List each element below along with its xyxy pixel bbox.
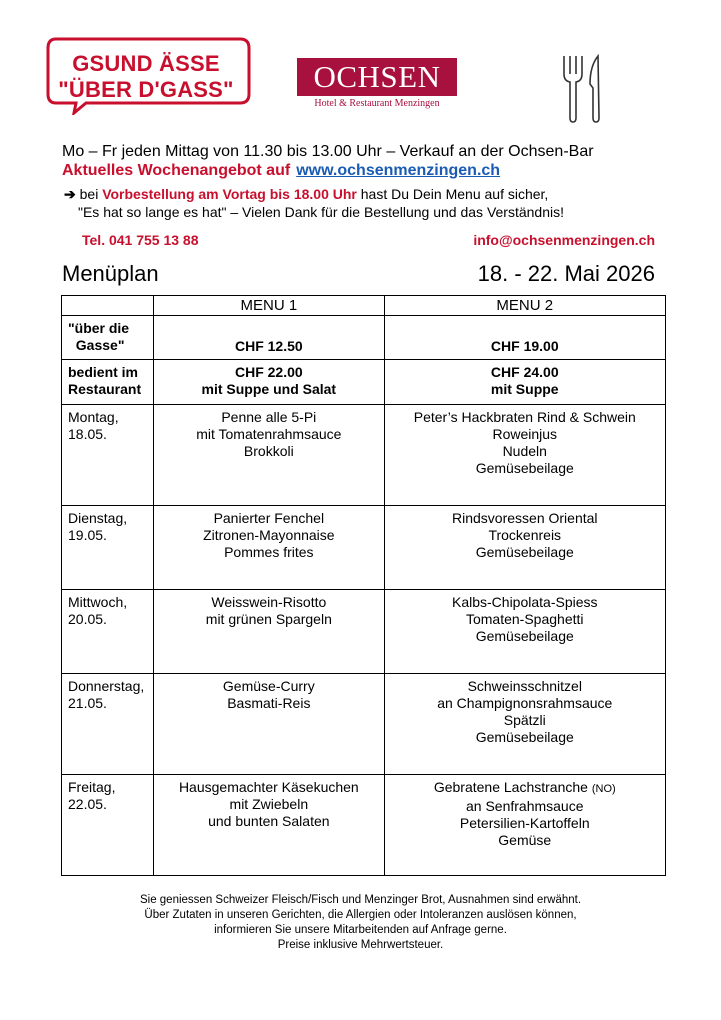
day-name: Montag, <box>68 409 119 425</box>
ochsen-logo <box>297 58 457 116</box>
dish-line: Hausgemachter Käsekuchen <box>178 779 359 795</box>
header-empty-cell <box>62 296 154 316</box>
preorder-pre: bei <box>79 186 99 202</box>
menu-2-cell <box>384 775 665 876</box>
footer-line-2: Über Zutaten in unseren Gerichten, die Allergien oder Intoleranzen auslösen können, <box>144 909 577 921</box>
menu-1-cell <box>154 506 384 590</box>
preorder-line <box>64 186 548 203</box>
dish-line: Gemüsebeilage <box>475 544 574 560</box>
table-row <box>62 506 666 590</box>
dish-line: Spätzli <box>503 712 546 728</box>
dish-line: Schweinsschnitzel <box>467 678 582 694</box>
dish-line: Gemüsebeilage <box>475 729 574 745</box>
footer-line-3: informieren Sie unsere Mitarbeitenden auf Anfrage gerne. <box>214 924 507 936</box>
dish-line: mit Zwiebeln <box>229 796 309 812</box>
dish-line: Gemüsebeilage <box>475 628 574 644</box>
website-link[interactable]: www.ochsenmenzingen.ch <box>296 162 501 179</box>
dish-line: Tomaten-Spaghetti <box>465 611 584 627</box>
dish-line: Weisswein-Risotto <box>211 594 327 610</box>
day-cell <box>62 405 154 506</box>
menuplan-title: Menüplan <box>62 261 159 286</box>
takeaway-price-menu-2: CHF 19.00 <box>384 316 665 360</box>
weekly-offer-line <box>62 162 500 180</box>
badge-line-1: GSUND ÄSSE <box>72 51 220 76</box>
badge-line-2: "ÜBER D'GASS" <box>58 77 234 102</box>
dish-line: an Senfrahmsauce <box>465 798 584 814</box>
dish-line: an Champignonsrahmsauce <box>437 695 613 711</box>
takeaway-label: "über die Gasse" <box>62 316 154 360</box>
dish-line: Peter’s Hackbraten Rind & Schwein <box>413 409 636 425</box>
dish-line: Gemüse <box>498 832 552 848</box>
dish-line <box>385 779 665 798</box>
dish-line: Nudeln <box>502 443 547 459</box>
served-price-menu-1: CHF 22.00 mit Suppe und Salat <box>154 360 384 405</box>
weekly-offer-label: Aktuelles Wochenangebot auf <box>62 162 291 179</box>
menu-table <box>61 295 666 876</box>
day-cell <box>62 775 154 876</box>
cutlery-icon <box>560 54 606 124</box>
day-cell <box>62 674 154 775</box>
menu-2-cell <box>384 674 665 775</box>
menu-1-cell <box>154 674 384 775</box>
origin-note: (NO) <box>591 783 616 795</box>
table-header-row <box>62 296 666 316</box>
menuplan-dates: 18. - 22. Mai 2026 <box>477 261 655 286</box>
table-row <box>62 405 666 506</box>
dish-line: Gemüse-Curry <box>222 678 315 694</box>
dish-line: Petersilien-Kartoffeln <box>459 815 590 831</box>
dish-line: Roweinjus <box>492 426 558 442</box>
served-price-row <box>62 360 666 405</box>
dish-line: Kalbs-Chipolata-Spiess <box>451 594 598 610</box>
header-menu-2: MENU 2 <box>384 296 665 316</box>
dish-line: Zitronen-Mayonnaise <box>203 527 335 543</box>
table-row <box>62 674 666 775</box>
dish-line: Rindsvoressen Oriental <box>452 510 598 526</box>
dish-line: und bunten Salaten <box>208 813 330 829</box>
preorder-deadline: Vorbestellung am Vortag bis 18.00 Uhr <box>102 186 357 202</box>
opening-hours: Mo – Fr jeden Mittag von 11.30 bis 13.00 Uhr – Verkauf an der Ochsen-Bar <box>62 143 594 160</box>
email-address[interactable]: info@ochsenmenzingen.ch <box>473 232 655 248</box>
takeaway-price-row <box>62 316 666 360</box>
menu-1-cell <box>154 590 384 674</box>
table-row <box>62 775 666 876</box>
day-cell <box>62 590 154 674</box>
day-name: Dienstag, <box>68 510 128 526</box>
dish-line: mit grünen Spargeln <box>205 611 332 627</box>
day-date: 20.05. <box>68 611 107 627</box>
dish-line: Penne alle 5-Pi <box>221 409 317 425</box>
menu-2-cell <box>384 506 665 590</box>
header-menu-1: MENU 1 <box>154 296 384 316</box>
dish-line: Gemüsebeilage <box>475 460 574 476</box>
day-name: Donnerstag, <box>68 678 145 694</box>
knife-icon <box>590 56 599 122</box>
footer-line-1: Sie geniessen Schweizer Fleisch/Fisch und Menzinger Brot, Ausnahmen sind erwähnt. <box>139 894 582 906</box>
day-date: 18.05. <box>68 426 107 442</box>
dish-line: Pommes frites <box>224 544 314 560</box>
gsund-aesse-badge <box>46 36 252 115</box>
day-date: 22.05. <box>68 796 107 812</box>
dish-line: Brokkoli <box>243 443 294 459</box>
takeaway-price-menu-1: CHF 12.50 <box>154 316 384 360</box>
fork-icon <box>564 56 582 122</box>
phone-number: Tel. 041 755 13 88 <box>82 232 199 248</box>
logo-name: OCHSEN <box>297 58 457 96</box>
day-name: Freitag, <box>68 779 116 795</box>
day-date: 19.05. <box>68 527 107 543</box>
dish-line: Trockenreis <box>488 527 562 543</box>
dish-line: Basmati-Reis <box>227 695 311 711</box>
dish-name: Gebratene Lachstranche <box>433 779 588 795</box>
served-label: bedient im Restaurant <box>62 360 154 405</box>
menu-2-cell <box>384 405 665 506</box>
preorder-post: hast Du Dein Menu auf sicher, <box>360 186 549 202</box>
menu-1-cell <box>154 405 384 506</box>
arrow-right-icon: ➔ <box>64 186 76 202</box>
dish-line: Panierter Fenchel <box>213 510 325 526</box>
table-row <box>62 590 666 674</box>
day-name: Mittwoch, <box>68 594 128 610</box>
menu-1-cell <box>154 775 384 876</box>
thanks-line: "Es hat so lange es hat" – Vielen Dank für die Bestellung und das Verständnis! <box>78 204 564 220</box>
menu-2-cell <box>384 590 665 674</box>
logo-subtitle: Hotel & Restaurant Menzingen <box>314 98 440 109</box>
dish-line: mit Tomatenrahmsauce <box>196 426 342 442</box>
day-cell <box>62 506 154 590</box>
footer-notes <box>0 893 721 953</box>
footer-line-4: Preise inklusive Mehrwertsteuer. <box>277 939 444 951</box>
day-date: 21.05. <box>68 695 107 711</box>
served-price-menu-2: CHF 24.00 mit Suppe <box>384 360 665 405</box>
